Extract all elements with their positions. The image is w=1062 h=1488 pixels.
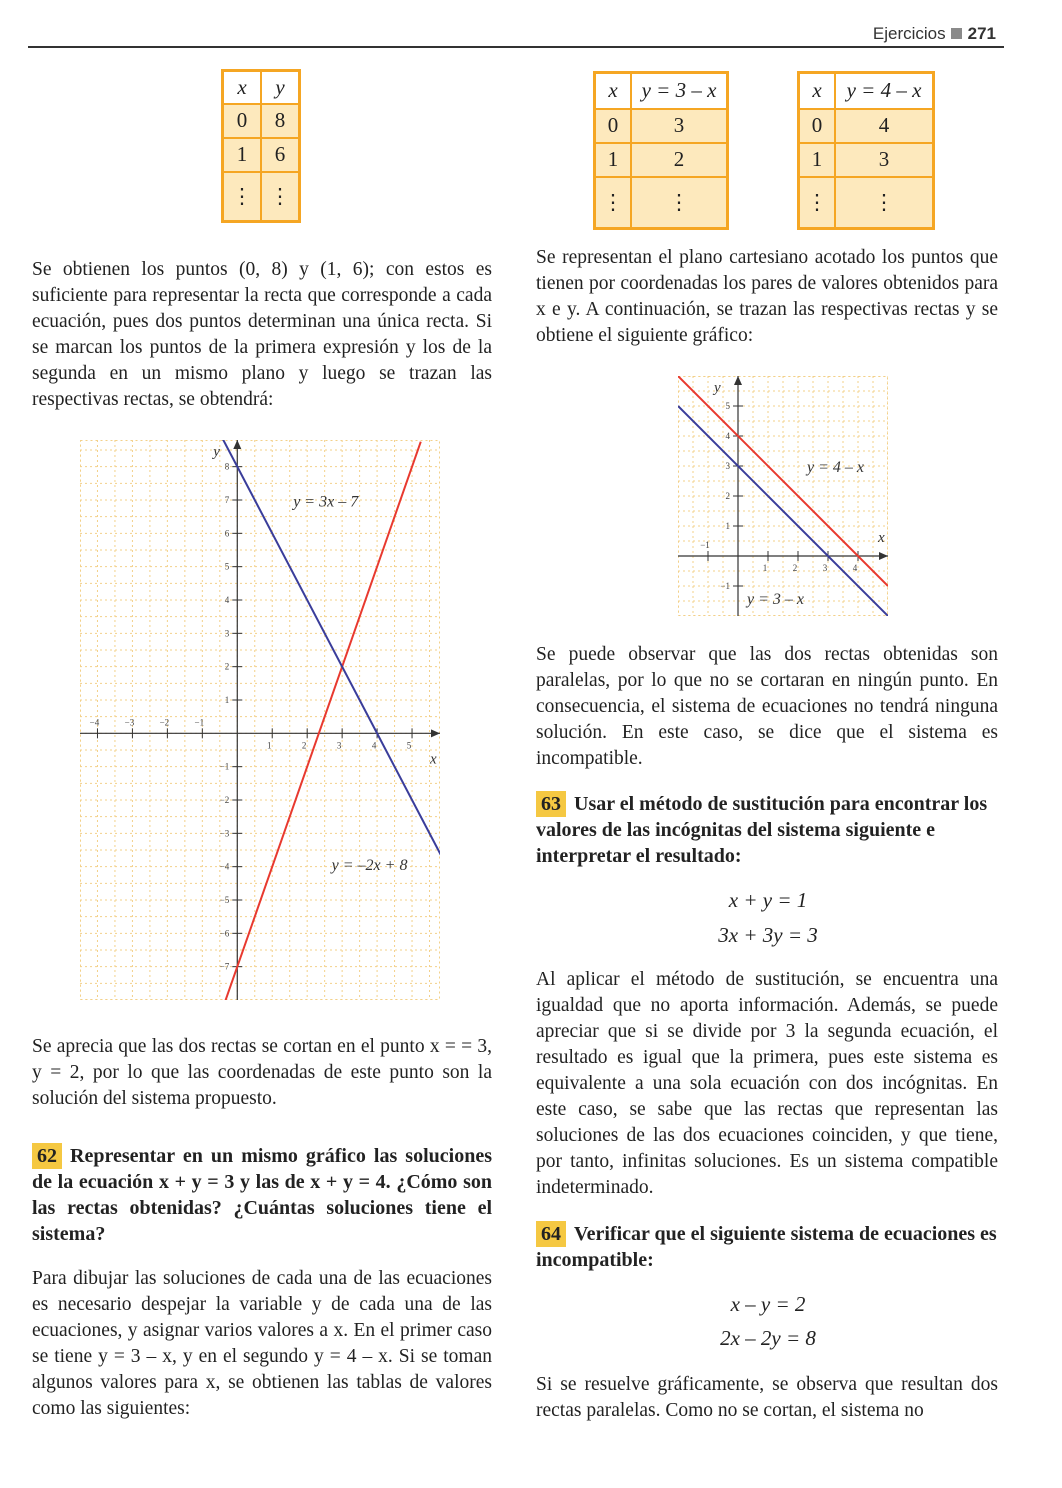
cell: 4 <box>835 109 934 143</box>
cell: 6 <box>261 138 300 172</box>
paragraph-r1: Se representan el plano cartesiano acotado los puntos que tienen por coordenadas los pares de valores obtenidos para x e y. A continuación, se trazan las respectivas rectas y se obtiene el siguiente gráfico: <box>536 247 998 346</box>
cell: ⋮ <box>261 172 300 222</box>
exercise-63 <box>536 791 998 869</box>
cell: ⋮ <box>631 177 728 229</box>
cell: 1 <box>799 143 836 177</box>
grid-border <box>81 441 440 1000</box>
x-tick-label: 2 <box>301 740 307 751</box>
exercise-62 <box>32 1143 492 1247</box>
exercise-number: 63 <box>536 791 566 817</box>
x-tick-label: 1 <box>762 563 768 573</box>
exercise-text: Verificar que el siguiente sistema de ecuaciones es incompatible: <box>536 1223 997 1271</box>
chart-intersecting-lines <box>80 440 440 1000</box>
y-tick-label: 3 <box>725 461 730 471</box>
paragraph-r2: Se puede observar que las dos rectas obtenidas son paralelas, por lo que no se cortaran en ningún punto. En consecuencia, el sistema de ecuaciones no tendrá ninguna solución. En este caso, se dice que el sistema es incompatible. <box>536 644 998 769</box>
cell: 8 <box>261 104 300 138</box>
exercise-text: Representar en un mismo gráfico las soluciones de la ecuación x + y = 3 y las de x + y = 4. ¿Cómo son las rectas obtenidas? ¿Cuántas soluciones tiene el sistema? <box>32 1145 492 1245</box>
cell: 2 <box>631 143 728 177</box>
equation-63-2: 3x + 3y = 3 <box>718 923 818 947</box>
page-header <box>873 24 996 44</box>
x-tick-label: 3 <box>822 563 828 573</box>
col-y: y = 4 – x <box>835 73 934 109</box>
y-tick-label: −4 <box>219 861 230 872</box>
paragraph-1: Se obtienen los puntos (0, 8) y (1, 6); con estos es suficiente para representar la recta que corresponde a cada ecuación, pues dos puntos determinan una única recta. Si se marcan los puntos de la primera expresión y los de la segunda en un mismo plano y luego se trazan las respectivas rectas, se obtendrá: <box>32 259 492 410</box>
y-tick-label: 8 <box>224 461 230 472</box>
x-tick-label: 3 <box>336 740 342 751</box>
y-tick-label: −1 <box>219 761 230 772</box>
x-tick-label: 4 <box>371 740 377 751</box>
y-tick-label: −2 <box>219 795 230 805</box>
exercise-number: 62 <box>32 1143 62 1169</box>
chart-parallel-lines <box>678 376 888 616</box>
y-tick-label: −5 <box>219 895 230 905</box>
y-tick-label: 4 <box>725 431 730 441</box>
paragraph-r3: Al aplicar el método de sustitución, se encuentra una igualdad que no aporta información. Además, se puede apreciar que si se divide por 3 la segunda ecuación, el resultado es igual que la primera, pues este sistema es equivalente a una sola ecuación con dos incógnitas. En este caso, se sabe que las rectas que representan las soluciones de las dos ecuaciones coinciden, y que tiene, por tanto, infinitas soluciones. Es un sistema compatible indeterminado. <box>536 969 998 1198</box>
x-axis-arrow <box>431 729 440 737</box>
cell: 0 <box>595 109 632 143</box>
x-tick-label: −4 <box>89 717 100 728</box>
y-tick-label: 5 <box>224 561 230 572</box>
x-tick-label: 2 <box>792 563 798 573</box>
square-icon <box>951 28 962 39</box>
exercise-text: Usar el método de sustitución para encontrar los valores de las incógnitas del sistema siguiente e interpretar el resultado: <box>536 793 988 867</box>
y-axis-label: y <box>213 444 220 460</box>
y-tick-label: 3 <box>224 628 230 639</box>
header-rule <box>28 46 1004 48</box>
paragraph-2: Se aprecia que las dos rectas se cortan en el punto x = = 3, y = 2, por lo que las coordenadas de este punto son la solución del sistema propuesto. <box>32 1036 492 1109</box>
series-label: y = –2x + 8 <box>331 857 408 874</box>
section-title: Ejercicios <box>872 24 946 43</box>
y-tick-label: 2 <box>224 661 230 672</box>
y-tick-label: 1 <box>725 521 730 531</box>
y-axis-label: y <box>714 380 721 396</box>
equation-64-1: x – y = 2 <box>730 1292 806 1316</box>
exercise-number: 64 <box>536 1221 566 1247</box>
y-axis-arrow <box>734 376 742 385</box>
y-tick-label: −7 <box>219 961 230 972</box>
cell: 1 <box>223 138 262 172</box>
cell: ⋮ <box>835 177 934 229</box>
col-x: x <box>223 71 262 104</box>
y-tick-label: 6 <box>224 528 230 539</box>
x-tick-label: −1 <box>700 540 710 550</box>
exercise-64 <box>536 1221 998 1273</box>
y-tick-label: −6 <box>219 928 230 939</box>
x-tick-label: 1 <box>266 740 272 751</box>
equation-64-2: 2x – 2y = 8 <box>720 1326 816 1350</box>
equation-63-1: x + y = 1 <box>728 888 808 912</box>
paragraph-3: Para dibujar las soluciones de cada una de las ecuaciones es necesario despejar la variable y de cada una de las ecuaciones, y asignar varios valores a x. En el primer caso se tiene y = 3 – x, y en el segundo y = 4 – x. Si se toman algunos valores para x, se obtienen las tablas de valores como las siguientes: <box>32 1268 492 1419</box>
y-axis-arrow <box>233 440 241 449</box>
x-tick-label: −2 <box>159 717 170 728</box>
col-x: x <box>595 73 632 109</box>
values-table-r2 <box>797 71 935 230</box>
col-y: y <box>261 71 300 104</box>
cell: ⋮ <box>595 177 632 229</box>
x-axis-label: x <box>878 530 885 546</box>
y-tick-label: 2 <box>725 491 730 501</box>
x-tick-label: 4 <box>852 563 858 573</box>
series-label: y = 4 – x <box>807 459 864 476</box>
y-tick-label: 4 <box>224 595 230 605</box>
y-tick-label: −1 <box>720 581 730 591</box>
x-axis-label: x <box>430 751 437 768</box>
values-table-left <box>221 69 301 223</box>
y-tick-label: 1 <box>224 695 230 705</box>
y-tick-label: 5 <box>725 401 730 411</box>
col-x: x <box>799 73 836 109</box>
x-tick-label: −3 <box>124 717 135 728</box>
col-y: y = 3 – x <box>631 73 728 109</box>
page-number: 271 <box>967 24 996 43</box>
cell: 1 <box>595 143 632 177</box>
x-tick-label: 5 <box>406 740 412 751</box>
cell: 0 <box>799 109 836 143</box>
cell: ⋮ <box>223 172 262 222</box>
cell: 3 <box>835 143 934 177</box>
x-tick-label: −1 <box>194 717 205 728</box>
y-tick-label: 7 <box>224 495 230 505</box>
series-label: y = 3x – 7 <box>293 493 359 511</box>
cell: 3 <box>631 109 728 143</box>
series-label: y = 3 – x <box>747 591 804 608</box>
values-table-r1 <box>593 71 729 230</box>
paragraph-r4: Si se resuelve gráficamente, se observa que resultan dos rectas paralelas. Como no se cortan, el sistema no <box>536 1374 998 1421</box>
x-axis-arrow <box>879 552 888 560</box>
cell: 0 <box>223 104 262 138</box>
y-tick-label: −3 <box>219 828 230 839</box>
cell: ⋮ <box>799 177 836 229</box>
